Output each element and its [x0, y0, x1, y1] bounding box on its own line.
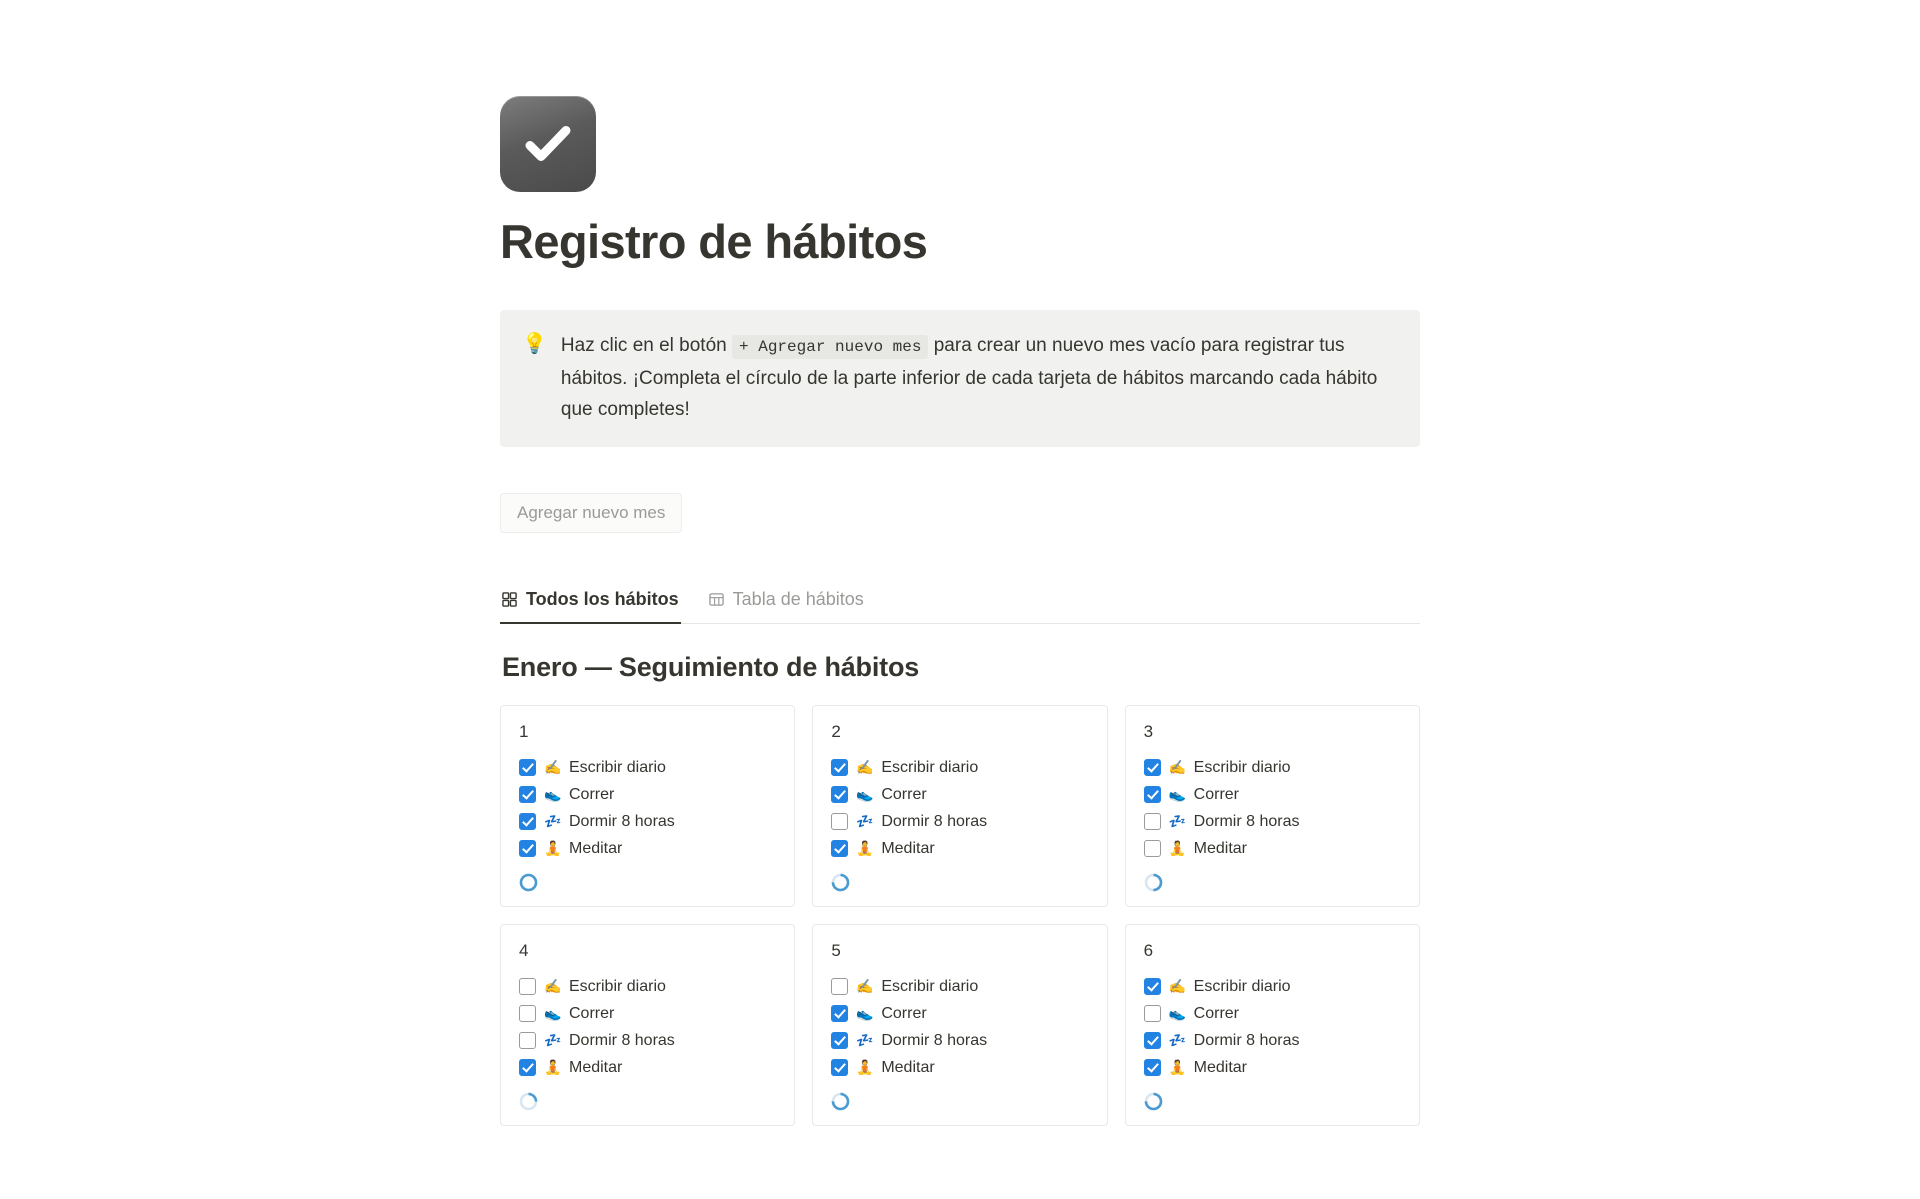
habit-label-meditar: Meditar — [569, 1058, 623, 1076]
callout-text-before: Haz clic en el botón — [560, 334, 727, 356]
habit-label-correr: Correr — [881, 785, 927, 803]
habit-day-number: 6 — [1143, 940, 1154, 960]
habit-label-diario: Escribir diario — [1193, 977, 1291, 995]
habit-checkbox-meditar[interactable] — [519, 840, 536, 857]
habit-row — [519, 1000, 776, 1027]
habit-label-correr: Correr — [1193, 1004, 1239, 1022]
habit-row — [831, 1054, 1088, 1081]
habit-day-card[interactable] — [500, 705, 795, 907]
habit-emoji-meditar-icon: 🧘 — [856, 839, 874, 856]
tab-habits-table[interactable] — [707, 583, 866, 624]
habit-day-number: 4 — [519, 940, 529, 960]
habit-emoji-correr-icon: 👟 — [856, 785, 874, 802]
habit-day-card[interactable] — [812, 924, 1107, 1126]
habit-progress-ring — [519, 873, 538, 892]
habit-emoji-dormir-icon: 💤 — [544, 1031, 562, 1048]
habit-checkbox-meditar[interactable] — [1144, 1059, 1161, 1076]
habit-emoji-correr-icon: 👟 — [856, 1004, 874, 1021]
habit-emoji-correr-icon: 👟 — [544, 785, 562, 802]
tab-all-habits[interactable] — [500, 583, 681, 624]
habit-row — [1144, 1054, 1401, 1081]
habit-row — [831, 835, 1088, 862]
habit-emoji-diario-icon: ✍️ — [1168, 758, 1187, 775]
habit-emoji-diario-icon: ✍️ — [856, 758, 874, 775]
habit-label-diario: Escribir diario — [569, 977, 666, 995]
habit-emoji-diario-icon: ✍️ — [544, 977, 562, 994]
habit-checkbox-correr[interactable] — [519, 786, 536, 803]
page-title: Registro de hábitos — [500, 215, 928, 268]
habit-day-card[interactable] — [1125, 705, 1420, 907]
habit-checkbox-diario[interactable] — [831, 978, 848, 995]
habit-label-dormir: Dormir 8 horas — [881, 1031, 988, 1049]
habit-emoji-meditar-icon: 🧘 — [1168, 839, 1187, 856]
habit-emoji-dormir-icon: 💤 — [1168, 1031, 1187, 1048]
tab-all-habits-label: Todos los hábitos — [526, 588, 679, 609]
habit-row — [1144, 754, 1401, 781]
habit-progress-ring — [519, 1092, 538, 1111]
habit-checkbox-dormir[interactable] — [519, 813, 536, 830]
habit-emoji-meditar-icon: 🧘 — [544, 839, 562, 856]
callout-inline-code: + Agregar nuevo mes — [732, 335, 928, 359]
habit-cards-grid — [500, 705, 1420, 1126]
habit-checkbox-correr[interactable] — [831, 1005, 848, 1022]
habit-emoji-correr-icon: 👟 — [544, 1004, 562, 1021]
habit-emoji-meditar-icon: 🧘 — [856, 1058, 874, 1075]
habit-checkbox-diario[interactable] — [519, 759, 536, 776]
habit-checkbox-dormir[interactable] — [1144, 813, 1161, 830]
habit-row — [831, 781, 1088, 808]
habit-day-card[interactable] — [1125, 924, 1420, 1126]
habit-row — [519, 973, 776, 1000]
habit-label-diario: Escribir diario — [1193, 758, 1291, 776]
habit-day-card[interactable] — [812, 705, 1107, 907]
habit-checkbox-diario[interactable] — [1144, 978, 1161, 995]
habit-emoji-dormir-icon: 💤 — [544, 812, 562, 829]
habit-row — [831, 973, 1088, 1000]
habit-label-correr: Correr — [569, 785, 615, 803]
habit-row — [1144, 1027, 1401, 1054]
habit-label-dormir: Dormir 8 horas — [1193, 1031, 1300, 1049]
habit-label-meditar: Meditar — [569, 839, 623, 857]
gallery-view-icon — [502, 592, 517, 607]
habit-checkbox-meditar[interactable] — [1144, 840, 1161, 857]
habit-checkbox-meditar[interactable] — [519, 1059, 536, 1076]
habit-row — [1144, 1000, 1401, 1027]
habit-row — [831, 754, 1088, 781]
habit-checkbox-diario[interactable] — [519, 978, 536, 995]
callout — [500, 310, 1420, 447]
section-title: Enero — Seguimiento de hábitos — [502, 651, 920, 682]
lightbulb-icon: 💡 — [522, 332, 547, 355]
habit-progress-ring — [831, 873, 850, 892]
add-new-month-button[interactable]: Agregar nuevo mes — [500, 493, 682, 533]
habit-row — [1144, 781, 1401, 808]
habit-row — [519, 835, 776, 862]
habit-day-number: 2 — [831, 721, 841, 741]
checkmark-app-icon — [500, 96, 596, 192]
habit-emoji-correr-icon: 👟 — [1168, 1004, 1187, 1021]
habit-checkbox-dormir[interactable] — [519, 1032, 536, 1049]
habit-row — [519, 1054, 776, 1081]
tab-habits-table-label: Tabla de hábitos — [732, 588, 864, 609]
habit-label-dormir: Dormir 8 horas — [569, 1031, 675, 1049]
habit-label-meditar: Meditar — [881, 839, 935, 857]
habit-emoji-meditar-icon: 🧘 — [1168, 1058, 1187, 1075]
habit-row — [831, 808, 1088, 835]
habit-day-number: 3 — [1143, 721, 1154, 741]
habit-checkbox-correr[interactable] — [1144, 786, 1161, 803]
habit-row — [1144, 973, 1401, 1000]
habit-label-meditar: Meditar — [881, 1058, 935, 1076]
habit-day-number: 1 — [519, 721, 529, 741]
habit-progress-ring — [831, 1092, 850, 1111]
habit-checkbox-meditar[interactable] — [831, 840, 848, 857]
habit-label-diario: Escribir diario — [881, 977, 979, 995]
habit-progress-ring — [1144, 1092, 1163, 1111]
view-tabs — [500, 583, 1420, 624]
habit-checkbox-dormir[interactable] — [831, 1032, 848, 1049]
habit-progress-ring — [1144, 873, 1163, 892]
habit-row — [519, 754, 776, 781]
habit-checkbox-correr[interactable] — [831, 786, 848, 803]
habit-label-diario: Escribir diario — [569, 758, 666, 776]
habit-label-diario: Escribir diario — [881, 758, 979, 776]
callout-text — [561, 330, 1398, 425]
habit-checkbox-correr[interactable] — [1144, 1005, 1161, 1022]
habit-emoji-meditar-icon: 🧘 — [544, 1058, 562, 1075]
habit-row — [831, 1027, 1088, 1054]
habit-checkbox-correr[interactable] — [519, 1005, 536, 1022]
habit-emoji-diario-icon: ✍️ — [1168, 977, 1187, 994]
habit-label-correr: Correr — [881, 1004, 927, 1022]
habit-emoji-correr-icon: 👟 — [1168, 785, 1187, 802]
habit-label-meditar: Meditar — [1193, 839, 1248, 857]
habit-row — [1144, 808, 1401, 835]
habit-label-correr: Correr — [569, 1004, 615, 1022]
callout-text-after: para crear un nuevo mes vacío para registrar tus hábitos. ¡Completa el círculo de la parte inferior de cada tarjeta de hábitos marcando cada hábito que completes! — [560, 334, 1378, 420]
habit-row — [519, 1027, 776, 1054]
page-content — [500, 0, 1420, 1126]
habit-label-dormir: Dormir 8 horas — [569, 812, 675, 830]
habit-checkbox-diario[interactable] — [1144, 759, 1161, 776]
habit-checkbox-dormir[interactable] — [831, 813, 848, 830]
habit-row — [519, 808, 776, 835]
habit-day-card[interactable] — [500, 924, 795, 1126]
habit-label-meditar: Meditar — [1193, 1058, 1248, 1076]
habit-label-dormir: Dormir 8 horas — [1193, 812, 1300, 830]
habit-label-correr: Correr — [1193, 785, 1239, 803]
habit-emoji-diario-icon: ✍️ — [544, 758, 562, 775]
habit-checkbox-dormir[interactable] — [1144, 1032, 1161, 1049]
habit-row — [831, 1000, 1088, 1027]
habit-checkbox-meditar[interactable] — [831, 1059, 848, 1076]
habit-day-number: 5 — [831, 940, 841, 960]
habit-row — [1144, 835, 1401, 862]
habit-emoji-dormir-icon: 💤 — [856, 812, 874, 829]
habit-emoji-dormir-icon: 💤 — [1168, 812, 1187, 829]
habit-checkbox-diario[interactable] — [831, 759, 848, 776]
habit-emoji-dormir-icon: 💤 — [856, 1031, 874, 1048]
habit-row — [519, 781, 776, 808]
habit-label-dormir: Dormir 8 horas — [881, 812, 988, 830]
habit-emoji-diario-icon: ✍️ — [856, 977, 874, 994]
table-view-icon — [709, 592, 724, 607]
